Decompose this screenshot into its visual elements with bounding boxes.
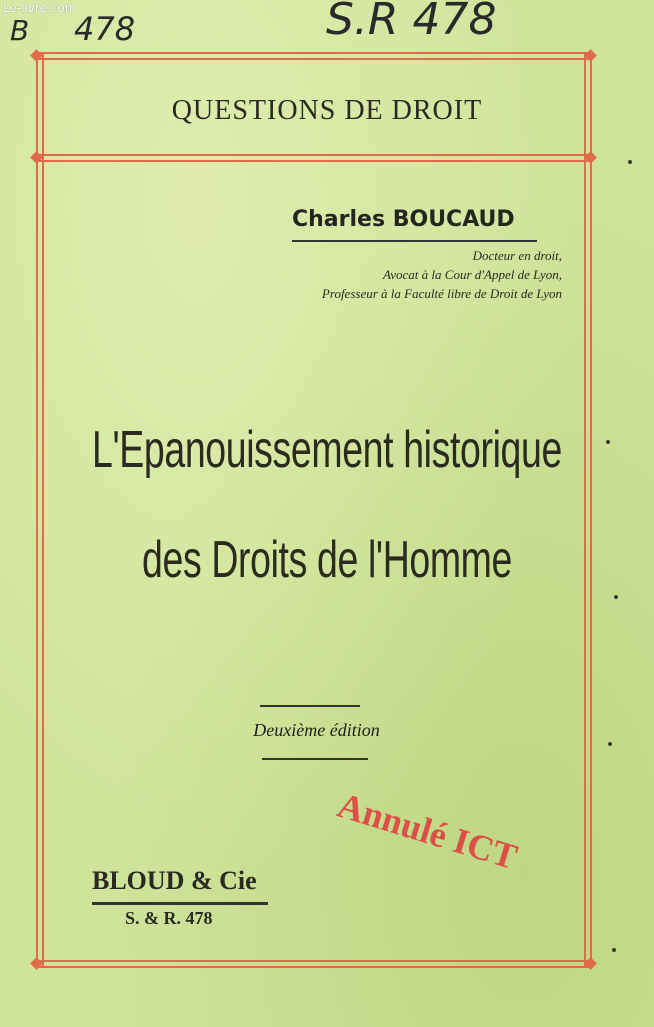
publisher-underline	[92, 902, 268, 905]
book-title-line-1: L'Epanouissement historique	[92, 421, 562, 479]
publisher-name: BLOUD & Cie	[92, 866, 257, 895]
author-name: Charles BOUCAUD	[292, 207, 515, 232]
author-credential-2: Avocat à la Cour d'Appel de Lyon,	[383, 267, 562, 282]
handwritten-number-left: 478	[74, 10, 136, 48]
paper-speck	[614, 595, 618, 599]
series-title: QUESTIONS DE DROIT	[171, 95, 483, 126]
author-credential-3: Professeur à la Faculté libre de Droit de Lyon	[321, 286, 562, 301]
publisher-code: S. & R. 478	[125, 908, 213, 928]
paper-speck	[608, 742, 612, 746]
watermark-text: Le-livre.com	[3, 1, 77, 15]
edition-rule-top	[260, 705, 360, 707]
paper-speck	[612, 948, 616, 952]
edition-rule-bottom	[262, 758, 368, 760]
author-credential-1: Docteur en droit,	[472, 248, 562, 263]
edition-label: Deuxième édition	[253, 720, 380, 740]
paper-speck	[628, 160, 632, 164]
author-underline	[292, 240, 537, 242]
handwritten-note-left: B	[10, 14, 30, 47]
paper-speck	[606, 440, 610, 444]
handwritten-shelf-mark: S.R 478	[326, 0, 497, 45]
cancellation-stamp: Annulé ICT	[333, 784, 522, 878]
book-title-line-2: des Droits de l'Homme	[142, 531, 512, 589]
